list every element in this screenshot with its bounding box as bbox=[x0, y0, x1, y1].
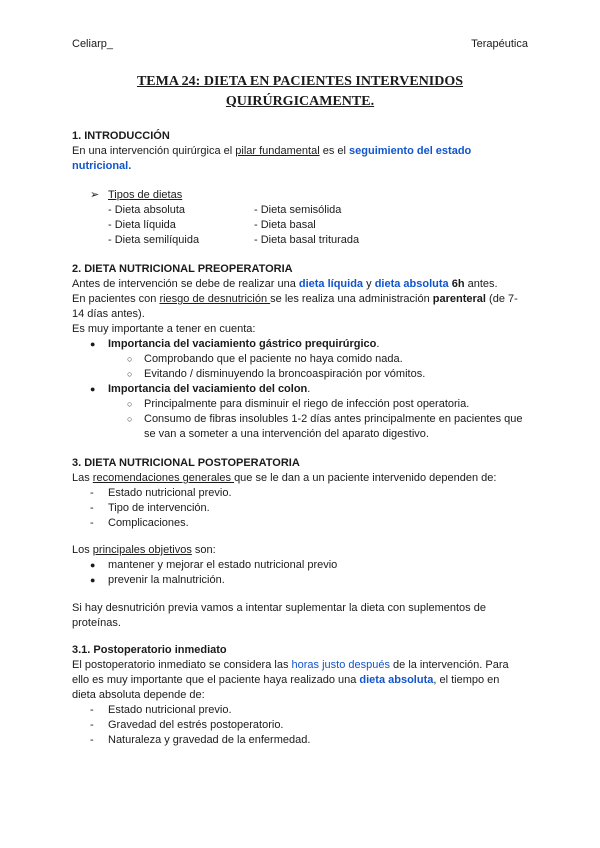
diet-types-label: Tipos de dietas bbox=[108, 189, 183, 201]
section2-sub-item: Consumo de fibras insolubles 1-2 días antes principalmente en pacientes que bbox=[144, 413, 523, 425]
dash-marker: - bbox=[90, 734, 94, 746]
dash-marker: - bbox=[90, 487, 94, 499]
section1-paragraph-cont: nutricional. bbox=[72, 160, 132, 172]
dash-marker: - bbox=[90, 704, 94, 716]
text-run-underlined: pilar fundamental bbox=[235, 145, 320, 157]
section3-list-item: Tipo de intervención. bbox=[108, 502, 210, 514]
text-run: . bbox=[376, 338, 380, 350]
dash-marker: - bbox=[90, 719, 94, 731]
section1-heading: 1. INTRODUCCIÓN bbox=[72, 130, 170, 142]
section2-bullet1 bbox=[108, 337, 379, 352]
section31-paragraph3: dieta absoluta depende de: bbox=[72, 689, 205, 701]
text-run: En una intervención quirúrgica el bbox=[72, 145, 236, 157]
section2-heading: 2. DIETA NUTRICIONAL PREOPERATORIA bbox=[72, 263, 293, 275]
text-run-highlight: dieta absoluta bbox=[359, 674, 434, 686]
text-run-bold: Importancia del vaciamiento del colon bbox=[108, 383, 308, 395]
section2-sub-item-cont: se van a someter a una intervención del aparato digestivo. bbox=[144, 428, 429, 440]
text-run: y bbox=[363, 278, 375, 290]
text-run-underlined: riesgo de desnutrición bbox=[159, 293, 271, 305]
text-run: es el bbox=[319, 145, 350, 157]
circle-bullet-icon: ○ bbox=[127, 414, 133, 424]
section31-heading: 3.1. Postoperatorio inmediato bbox=[72, 644, 227, 656]
circle-bullet-icon: ○ bbox=[127, 354, 133, 364]
header-subject: Terapéutica bbox=[471, 38, 528, 50]
bullet-icon: ● bbox=[90, 384, 96, 394]
diet-type-item: - Dieta semilíquida bbox=[108, 234, 200, 246]
text-run-highlight: dieta absoluta bbox=[374, 278, 449, 290]
text-run: (de 7- bbox=[485, 293, 518, 305]
section2-paragraph1 bbox=[72, 277, 498, 292]
circle-bullet-icon: ○ bbox=[127, 399, 133, 409]
text-run: Antes de intervención se debe de realizar una bbox=[72, 278, 299, 290]
text-run-highlight: seguimiento del estado bbox=[349, 145, 472, 157]
text-run: Las bbox=[72, 472, 93, 484]
section3-list-item: Complicaciones. bbox=[108, 517, 189, 529]
text-run-bold: parenteral bbox=[432, 293, 486, 305]
section3-paragraph3-cont: proteínas. bbox=[72, 617, 121, 629]
diet-type-item: - Dieta líquida bbox=[108, 219, 176, 231]
text-run: El postoperatorio inmediato se considera las bbox=[72, 659, 292, 671]
section2-sub-item: Principalmente para disminuir el riego de infección post operatoria. bbox=[144, 398, 470, 410]
text-run: que se le dan a un paciente intervenido dependen de: bbox=[234, 472, 497, 484]
text-run: son: bbox=[191, 544, 216, 556]
header-author: Celiarp_ bbox=[72, 38, 113, 50]
section2-paragraph2 bbox=[72, 292, 518, 307]
text-run: ello es muy importante que el paciente haya realizado una bbox=[72, 674, 360, 686]
text-run: se les realiza una administración bbox=[270, 293, 433, 305]
section2-paragraph2-cont: 14 días antes). bbox=[72, 308, 145, 320]
text-run-underlined: principales objetivos bbox=[92, 544, 192, 556]
bullet-icon: ● bbox=[90, 339, 96, 349]
text-run: antes. bbox=[464, 278, 498, 290]
text-run-bold: Importancia del vaciamiento gástrico prequirúrgico bbox=[108, 338, 377, 350]
diet-type-item: - Dieta basal triturada bbox=[254, 234, 360, 246]
section3-paragraph2 bbox=[72, 543, 216, 558]
section1-paragraph bbox=[72, 144, 471, 159]
text-run-underlined: recomendaciones generales bbox=[92, 472, 235, 484]
text-run: . bbox=[307, 383, 311, 395]
section3-paragraph3: Si hay desnutrición previa vamos a intentar suplementar la dieta con suplementos de bbox=[72, 602, 486, 614]
dash-marker: - bbox=[90, 502, 94, 514]
document-title-line1: TEMA 24: DIETA EN PACIENTES INTERVENIDOS bbox=[136, 74, 464, 89]
section3-heading: 3. DIETA NUTRICIONAL POSTOPERATORIA bbox=[72, 457, 300, 469]
diet-type-item: - Dieta semisólida bbox=[254, 204, 342, 216]
section3-paragraph1 bbox=[72, 471, 496, 486]
bullet-icon: ● bbox=[90, 575, 96, 585]
section31-list-item: Estado nutricional previo. bbox=[108, 704, 232, 716]
text-run-highlight: horas justo después bbox=[291, 659, 390, 671]
arrow-bullet-icon: ➢ bbox=[90, 189, 100, 201]
section2-sub-item: Evitando / disminuyendo la broncoaspiración por vómitos. bbox=[144, 368, 426, 380]
diet-type-item: - Dieta basal bbox=[254, 219, 316, 231]
section3-list-item: Estado nutricional previo. bbox=[108, 487, 232, 499]
section2-paragraph3: Es muy importante a tener en cuenta: bbox=[72, 323, 256, 335]
section3-objective: mantener y mejorar el estado nutricional previo bbox=[108, 559, 338, 571]
text-run-bold: 6h bbox=[448, 278, 465, 290]
text-run-highlight: dieta líquida bbox=[298, 278, 364, 290]
circle-bullet-icon: ○ bbox=[127, 369, 133, 379]
section31-paragraph2 bbox=[72, 673, 499, 688]
diet-type-item: - Dieta absoluta bbox=[108, 204, 186, 216]
bullet-icon: ● bbox=[90, 560, 96, 570]
section2-sub-item: Comprobando que el paciente no haya comido nada. bbox=[144, 353, 403, 365]
text-run: Los bbox=[72, 544, 93, 556]
section31-list-item: Gravedad del estrés postoperatorio. bbox=[108, 719, 284, 731]
section3-objective: prevenir la malnutrición. bbox=[108, 574, 225, 586]
text-run: En pacientes con bbox=[72, 293, 160, 305]
dash-marker: - bbox=[90, 517, 94, 529]
section31-paragraph1 bbox=[72, 658, 509, 673]
section31-list-item: Naturaleza y gravedad de la enfermedad. bbox=[108, 734, 311, 746]
section2-bullet2 bbox=[108, 382, 310, 397]
text-run: de la intervención. Para bbox=[389, 659, 509, 671]
document-title-line2: QUIRÚRGICAMENTE. bbox=[225, 94, 375, 109]
text-run: , el tiempo en bbox=[433, 674, 500, 686]
